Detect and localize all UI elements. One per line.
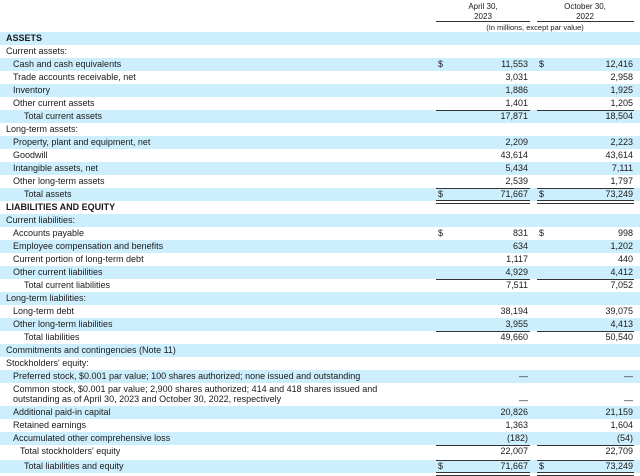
column-header-october-2022	[536, 2, 634, 22]
header-rule	[436, 21, 530, 22]
value-2023: 5,434	[505, 163, 528, 173]
row-label: Total stockholders' equity	[20, 446, 121, 456]
col1-date: April 30,	[468, 2, 498, 11]
double-underline	[436, 472, 530, 476]
value-2023: (182)	[506, 433, 528, 443]
subsection-long-term-liabilities	[0, 292, 640, 305]
table-row	[0, 370, 640, 383]
column-header	[0, 0, 640, 32]
value-2022: 7,111	[611, 163, 633, 173]
grand-total-row	[0, 460, 640, 473]
value-2022: 2,958	[610, 72, 633, 82]
total-row	[0, 110, 640, 123]
value-2022: (54)	[616, 433, 633, 443]
currency-symbol: $	[539, 189, 545, 199]
value-2022: 4,412	[610, 267, 633, 277]
table-row	[0, 383, 640, 406]
table-row	[0, 71, 640, 84]
currency-symbol: $	[539, 228, 545, 238]
value-2023: 2,539	[505, 176, 528, 186]
currency-symbol: $	[438, 228, 444, 238]
value-2023: 1,363	[505, 420, 528, 430]
row-label: Total current liabilities	[24, 280, 111, 290]
value-2022: 18,504	[605, 111, 633, 121]
value-2022: 39,075	[605, 306, 633, 316]
row-label: Trade accounts receivable, net	[13, 72, 136, 82]
units-note: (In millions, except par value)	[486, 23, 584, 32]
currency-symbol: $	[438, 189, 444, 199]
value-2022: 73,249	[605, 461, 633, 471]
table-row	[0, 240, 640, 253]
value-2023: 22,007	[500, 446, 528, 456]
value-2022: 440	[617, 254, 633, 264]
value-2023: 634	[512, 241, 528, 251]
value-2022: 4,413	[610, 319, 633, 329]
value-2022: 43,614	[605, 150, 633, 160]
table-row	[0, 419, 640, 432]
table-row	[0, 406, 640, 419]
table-row	[0, 84, 640, 97]
table-row	[0, 175, 640, 188]
row-label: Cash and cash equivalents	[13, 59, 122, 69]
row-label: ASSETS	[6, 33, 43, 43]
value-2023: —	[519, 371, 528, 381]
value-2022: 50,540	[605, 332, 633, 342]
value-2023: 20,826	[500, 407, 528, 417]
row-label: Common stock, $0.001 par value; 2,900 shares authorized; 414 and 418 shares issued and outstanding as of April 30, 2023 and October 30, 2022, respectively	[13, 384, 378, 404]
row-label: Commitments and contingencies (Note 11)	[6, 345, 176, 355]
table-row	[0, 58, 640, 71]
row-label: Other current liabilities	[13, 267, 103, 277]
row-label: Total liabilities	[24, 332, 80, 342]
value-2022: —	[624, 395, 633, 405]
subsection-stockholders-equity	[0, 357, 640, 370]
table-row	[0, 227, 640, 240]
value-2023: 7,511	[506, 280, 528, 290]
table-row	[0, 266, 640, 279]
col2-year: 2022	[576, 12, 594, 21]
row-label: Long-term assets:	[6, 124, 79, 134]
value-2022: 21,159	[605, 407, 633, 417]
value-2023: 43,614	[500, 150, 528, 160]
row-label: Additional paid-in capital	[13, 407, 111, 417]
subsection-current-liabilities	[0, 214, 640, 227]
total-row	[0, 331, 640, 344]
row-label: Accumulated other comprehensive loss	[13, 433, 171, 443]
commitments-row	[0, 344, 640, 357]
value-2023: 1,117	[506, 254, 528, 264]
total-row	[0, 279, 640, 292]
value-2023: 38,194	[500, 306, 528, 316]
value-2023: 1,401	[505, 98, 528, 108]
subsection-long-term-assets	[0, 123, 640, 136]
currency-symbol: $	[539, 461, 545, 471]
row-label: Total current assets	[24, 111, 103, 121]
row-label: Current assets:	[6, 46, 68, 56]
value-2022: 998	[617, 228, 633, 238]
value-2023: 3,031	[505, 72, 528, 82]
value-2022: 1,797	[610, 176, 633, 186]
row-label: LIABILITIES AND EQUITY	[6, 202, 116, 212]
table-row	[0, 305, 640, 318]
table-row	[0, 136, 640, 149]
grand-total-row	[0, 188, 640, 201]
value-2022: 73,249	[605, 189, 633, 199]
row-label: Property, plant and equipment, net	[13, 137, 151, 147]
row-label: Current portion of long-term debt	[13, 254, 144, 264]
row-label: Retained earnings	[13, 420, 87, 430]
row-label: Long-term liabilities:	[6, 293, 87, 303]
row-label: Preferred stock, $0.001 par value; 100 shares authorized; none issued and outstanding	[13, 371, 361, 381]
row-label: Long-term debt	[13, 306, 75, 316]
value-2022: 1,925	[610, 85, 633, 95]
value-2023: —	[519, 395, 528, 405]
value-2023: 831	[512, 228, 528, 238]
table-row	[0, 149, 640, 162]
table-row	[0, 162, 640, 175]
header-rule	[537, 21, 634, 22]
value-2023: 4,929	[505, 267, 528, 277]
column-header-april-2023	[436, 2, 530, 22]
value-2023: 17,871	[500, 111, 528, 121]
value-2023: 49,660	[500, 332, 528, 342]
row-label: Accounts payable	[13, 228, 85, 238]
table-row	[0, 318, 640, 331]
value-2023: 1,886	[505, 85, 528, 95]
table-row	[0, 253, 640, 266]
value-2022: 1,604	[610, 420, 633, 430]
section-heading-assets	[0, 32, 640, 45]
total-row	[0, 445, 640, 458]
value-2022: —	[624, 371, 633, 381]
row-label: Goodwill	[13, 150, 48, 160]
value-2022: 7,052	[610, 280, 633, 290]
currency-symbol: $	[438, 59, 444, 69]
section-heading-liabilities-equity	[0, 201, 640, 214]
value-2023: 2,209	[505, 137, 528, 147]
row-label: Other long-term assets	[13, 176, 105, 186]
value-2022: 1,205	[610, 98, 633, 108]
table-row	[0, 432, 640, 445]
value-2023: 3,955	[505, 319, 528, 329]
value-2022: 1,202	[610, 241, 633, 251]
row-label: Intangible assets, net	[13, 163, 99, 173]
col1-year: 2023	[474, 12, 492, 21]
value-2023: 11,553	[501, 59, 528, 69]
row-label: Total assets	[24, 189, 72, 199]
value-2023: 71,667	[500, 461, 528, 471]
value-2022: 12,416	[605, 59, 633, 69]
row-label: Current liabilities:	[6, 215, 76, 225]
row-label: Other current assets	[13, 98, 95, 108]
value-2022: 2,223	[610, 137, 633, 147]
row-label: Employee compensation and benefits	[13, 241, 164, 251]
currency-symbol: $	[438, 461, 444, 471]
table-row	[0, 97, 640, 110]
row-label: Other long-term liabilities	[13, 319, 113, 329]
row-label: Total liabilities and equity	[24, 461, 124, 471]
col2-date: October 30,	[564, 2, 606, 11]
currency-symbol: $	[539, 59, 545, 69]
subsection-current-assets	[0, 45, 640, 58]
row-label: Stockholders' equity:	[6, 358, 89, 368]
value-2023: 71,667	[500, 189, 528, 199]
value-2022: 22,709	[605, 446, 633, 456]
row-label: Inventory	[13, 85, 51, 95]
double-underline	[537, 472, 634, 476]
